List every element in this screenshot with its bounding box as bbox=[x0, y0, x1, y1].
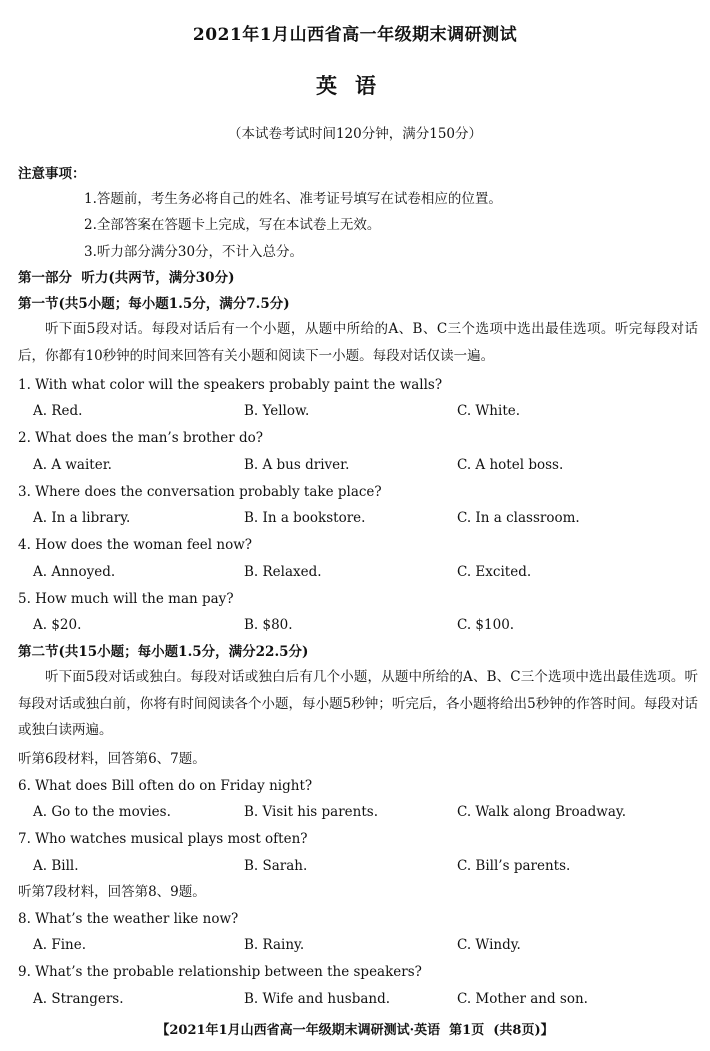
exam-title: 2021年1月山西省高一年级期末调研测试 bbox=[192, 25, 518, 45]
option-c: C. Windy. bbox=[457, 937, 521, 953]
section1-instructions: 听下面5段对话。每段对话后有一个小题，从题中所给的A、B、C三个选项中选出最佳选项。听完每段对话后，你都有10秒钟的时间来回答有关小题和阅读下一小题。每段对话仅读一遍。 bbox=[18, 321, 698, 364]
option-b: B. A bus driver. bbox=[244, 457, 350, 473]
option-a: A. A waiter. bbox=[33, 457, 112, 473]
section2-instructions: 听下面5段对话或独白。每段对话或独白后有几个小题，从题中所给的A、B、C三个选项中选出最佳选项。听每段对话或独白前，你将有时间阅读各个小题，每小题5秒钟；听完后，各小题将给出5秒钟的作答时间。每段对话或独白读两遍。 bbox=[18, 669, 698, 738]
option-a: A. Annoyed. bbox=[33, 564, 116, 580]
subject-title: 英语 bbox=[316, 73, 394, 98]
section1-heading: 第一节(共5小题；每小题1.5分，满分7.5分) bbox=[18, 296, 290, 312]
question-text: 6. What does Bill often do on Friday night? bbox=[18, 778, 313, 794]
option-c: C. White. bbox=[457, 403, 521, 419]
question-text: 8. What’s the weather like now? bbox=[18, 911, 239, 927]
option-c: C. Mother and son. bbox=[457, 991, 588, 1007]
notice-item: 3.听力部分满分30分，不计入总分。 bbox=[84, 244, 304, 260]
option-c: C. Excited. bbox=[457, 564, 532, 580]
question-text: 7. Who watches musical plays most often? bbox=[18, 831, 308, 847]
option-b: B. Wife and husband. bbox=[244, 991, 391, 1007]
notice-item: 2.全部答案在答题卡上完成，写在本试卷上无效。 bbox=[84, 217, 381, 233]
option-b: B. Yellow. bbox=[244, 403, 310, 419]
option-a: A. Red. bbox=[33, 403, 83, 419]
question-text: 1. With what color will the speakers probably paint the walls? bbox=[18, 377, 443, 393]
question-text: 5. How much will the man pay? bbox=[18, 591, 234, 607]
option-b: B. $80. bbox=[244, 617, 293, 633]
page-footer: 【2021年1月山西省高一年级期末调研测试·英语 第1页 (共8页)】 bbox=[156, 1023, 554, 1038]
option-b: B. Rainy. bbox=[244, 937, 305, 953]
option-a: A. Bill. bbox=[33, 858, 79, 874]
part1-heading: 第一部分 听力(共两节，满分30分) bbox=[18, 270, 235, 286]
option-c: C. A hotel boss. bbox=[457, 457, 564, 473]
option-b: B. Visit his parents. bbox=[244, 804, 378, 820]
option-b: B. Sarah. bbox=[244, 858, 308, 874]
option-c: C. $100. bbox=[457, 617, 515, 633]
question-text: 9. What’s the probable relationship between the speakers? bbox=[18, 964, 422, 980]
option-a: A. In a library. bbox=[33, 510, 131, 526]
question-text: 2. What does the man’s brother do? bbox=[18, 430, 264, 446]
section2-heading: 第二节(共15小题；每小题1.5分，满分22.5分) bbox=[18, 644, 309, 660]
time-info: （本试卷考试时间120分钟，满分150分） bbox=[227, 126, 483, 142]
option-a: A. Go to the movies. bbox=[33, 804, 171, 820]
notice-item: 1.答题前，考生务必将自己的姓名、准考证号填写在试卷相应的位置。 bbox=[84, 191, 502, 207]
option-a: A. Fine. bbox=[33, 937, 86, 953]
option-a: A. Strangers. bbox=[33, 991, 124, 1007]
option-c: C. Walk along Broadway. bbox=[457, 804, 627, 820]
option-c: C. In a classroom. bbox=[457, 510, 580, 526]
material-note: 听第7段材料，回答第8、9题。 bbox=[18, 884, 206, 900]
material-note: 听第6段材料，回答第6、7题。 bbox=[18, 751, 206, 767]
option-a: A. $20. bbox=[33, 617, 82, 633]
question-text: 4. How does the woman feel now? bbox=[18, 537, 253, 553]
option-b: B. In a bookstore. bbox=[244, 510, 366, 526]
notice-heading: 注意事项： bbox=[18, 166, 86, 182]
option-c: C. Bill’s parents. bbox=[457, 858, 571, 874]
question-text: 3. Where does the conversation probably take place? bbox=[18, 484, 382, 500]
option-b: B. Relaxed. bbox=[244, 564, 322, 580]
